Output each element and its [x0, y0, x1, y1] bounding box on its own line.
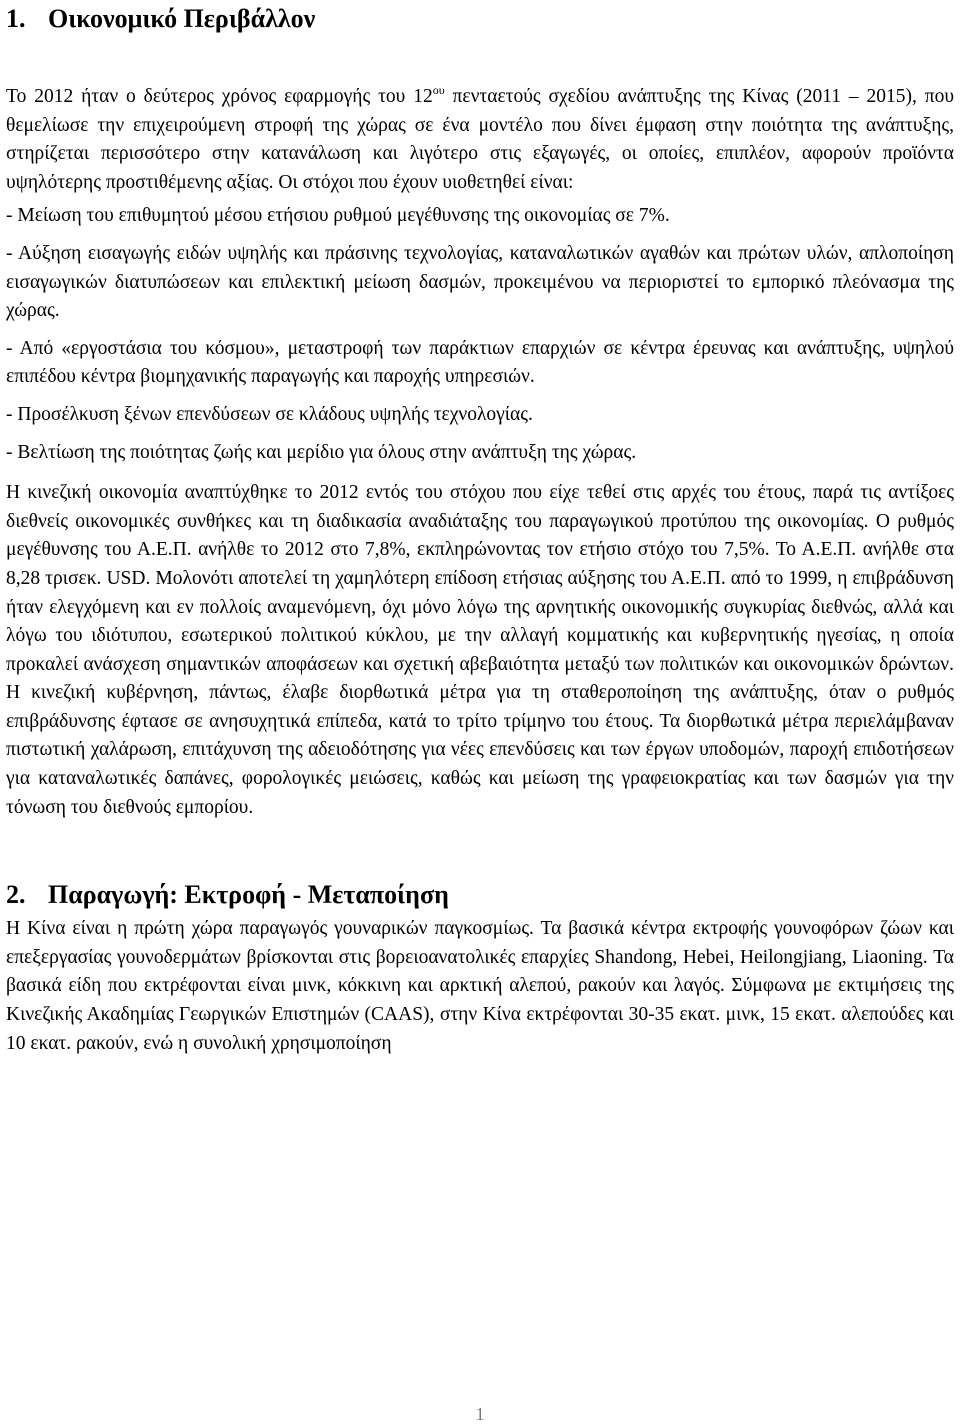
section-1-heading: [6, 2, 954, 36]
intro-text-start: Το 2012 ήταν ο δεύτερος χρόνος εφαρμογής του 12: [6, 86, 433, 107]
section-2-heading: [6, 878, 954, 912]
section-1-number: 1.: [6, 4, 26, 33]
economy-paragraph: Η κινεζική οικονομία αναπτύχθηκε το 2012 εντός του στόχου που είχε τεθεί στις αρχές του έτους, παρά τις αντίξοες διεθνείς οικονομικές συνθήκες και τη διαδικασία αναδιάταξης του παραγωγικού προτύπου της οικονομίας. Ο ρυθμός μεγέθυνσης του Α.Ε.Π. ανήλθε το 2012 στο 7,8%, εκπληρώνοντας τον ετήσιο στόχο του 7,5%. Το Α.Ε.Π. ανήλθε στα 8,28 τρισεκ. USD. Μολονότι αποτελεί τη χαμηλότερη επίδοση ετήσιας αύξησης του Α.Ε.Π. από το 1999, η επιβράδυνση ήταν ελεγχόμενη και εν πολλοίς αναμενόμενη, όχι μόνο λόγω της αρνητικής οικονομικής συγκυρίας διεθνώς, αλλά και λόγω του ιδιότυπου, εσωτερικού πολιτικού κύκλου, με την αλλαγή κομματικής και κυβερνητικής ηγεσίας, η οποία προκαλεί ανάσχεση σημαντικών αποφάσεων και σχετική αβεβαιότητα μεταξύ των πολιτικών και οικονομικών δρώντων. Η κινεζική κυβέρνηση, πάντως, έλαβε διορθωτικά μέτρα για τη σταθεροποίηση της ανάπτυξης, όταν ο ρυθμός επιβράδυνσης έφτασε σε ανησυχητικά επίπεδα, κατά το τρίτο τρίμηνο του έτους. Τα διορθωτικά μέτρα περιελάμβαναν πιστωτική χαλάρωση, επιτάχυνση της αδειοδότησης για νέες επενδύσεις και των έργων υποδομών, παροχή επιδοτήσεων για καταναλωτικές δαπάνες, φορολογικές μειώσεις, καθώς και μείωση της γραφειοκρατίας και των δασμών για την τόνωση του διεθνούς εμπορίου.: [6, 482, 954, 818]
list-item: - Προσέλκυση ξένων επενδύσεων σε κλάδους υψηλής τεχνολογίας.: [6, 403, 533, 425]
objectives-list: [6, 202, 954, 467]
list-item: - Μείωση του επιθυμητού μέσου ετήσιου ρυθμού μεγέθυνσης της οικονομίας σε 7%.: [6, 205, 670, 227]
section-1-title: Οικονομικό Περιβάλλον: [48, 4, 316, 33]
production-paragraph: Η Κίνα είναι η πρώτη χώρα παραγωγός γουναρικών παγκοσμίως. Τα βασικά κέντρα εκτροφής γουνοφόρων ζώων και επεξεργασίας γουνοδερμάτων βρίσκονται στις βορειοανατολικές επαρχίες Shandong, Hebei, Heilongjiang, Liaoning. Τα βασικά είδη που εκτρέφονται είναι μινκ, κόκκινη και αρκτική αλεπού, ρακούν και λαγός. Σύμφωνα με εκτιμήσεις της Κινεζικής Ακαδημίας Γεωργικών Επιστημών (CAAS), στην Κίνα εκτρέφονται 30-35 εκατ. μινκ, 15 εκατ. αλεπούδες και 10 εκατ. ρακούν, ενώ η συνολική χρησιμοποίηση: [6, 918, 954, 1054]
intro-text-rest: πενταετούς σχεδίου ανάπτυξης της Κίνας (2011 – 2015), που θεμελίωσε την επιχειρούμενη στροφή της χώρας σε ένα μοντέλο που δίνει έμφαση στην ποιότητα της ανάπτυξης, στηρίζεται περισσότερο στην κατανάλωση και λιγότερο στις εξαγωγές, οι οποίες, επιπλέον, αφορούν προϊόντα υψηλότερης προστιθέμενης αξίας. Οι στόχοι που έχουν υιοθετηθεί είναι:: [6, 86, 954, 193]
list-item: - Βελτίωση της ποιότητας ζωής και μερίδιο για όλους στην ανάπτυξη της χώρας.: [6, 441, 637, 463]
document-page: [6, 0, 954, 1425]
section-2-title: Παραγωγή: Εκτροφή - Μεταποίηση: [48, 880, 449, 910]
page-number: 1: [475, 1404, 485, 1424]
ordinal-superscript: ου: [432, 83, 445, 97]
list-item: - Από «εργοστάσια του κόσμου», μεταστροφή των παράκτιων επαρχιών σε κέντρα έρευνας και ανάπτυξης, υψηλού επιπέδου κέντρα βιομηχανικής παραγωγής και παροχής υπηρεσιών.: [6, 337, 954, 388]
list-item: - Αύξηση εισαγωγής ειδών υψηλής και πράσινης τεχνολογίας, καταναλωτικών αγαθών και πρώτων υλών, απλοποίηση εισαγωγικών διατυπώσεων και επιλεκτική μείωση δασμών, προκειμένου να περιοριστεί το εμπορικό πλεόνασμα της χώρας.: [6, 242, 954, 322]
intro-paragraph: [6, 83, 954, 197]
section-2-number: 2.: [6, 880, 26, 910]
